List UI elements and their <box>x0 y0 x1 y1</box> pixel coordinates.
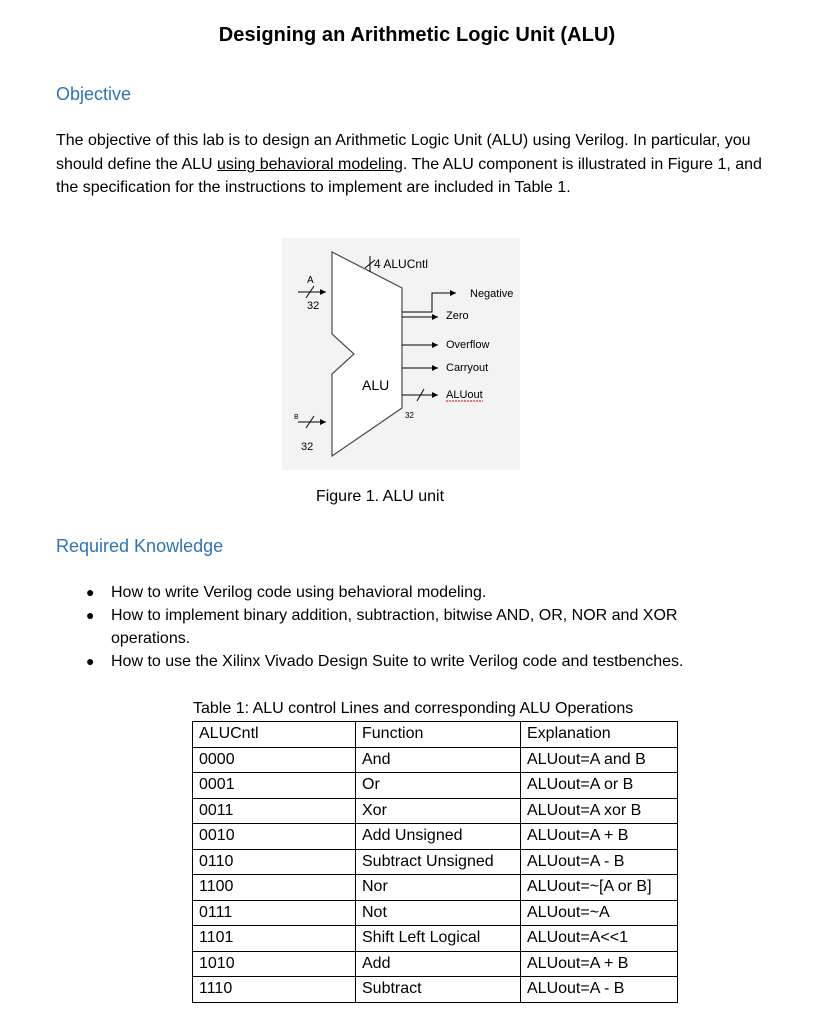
cell-explanation: ALUout=A + B <box>521 824 678 850</box>
cell-explanation: ALUout=A - B <box>521 977 678 1003</box>
cell-alucntl: 0110 <box>193 849 356 875</box>
table-row <box>193 900 678 926</box>
cell-alucntl: 0001 <box>193 773 356 799</box>
objective-heading: Objective <box>56 84 132 104</box>
input-a-label: A <box>307 275 314 286</box>
figure-caption: Figure 1. ALU unit <box>315 488 445 505</box>
objective-text-part-2: . The ALU component is illustrated in Figure 1, and the specification for the instructions to implement are included in Table 1. <box>56 155 762 196</box>
bullet-icon: ● <box>86 584 95 600</box>
aluout-label: ALUout <box>446 389 483 401</box>
cell-function: Shift Left Logical <box>356 926 521 952</box>
cell-function: Add <box>356 951 521 977</box>
cell-explanation: ALUout=A<<1 <box>521 926 678 952</box>
cell-alucntl: 0111 <box>193 900 356 926</box>
cell-explanation: ALUout=A or B <box>521 773 678 799</box>
cell-function: Or <box>356 773 521 799</box>
objective-text-part-1: The objective of this lab is to design an Arithmetic Logic Unit (ALU) using Verilog. In particular, you should define the ALU <box>56 132 751 173</box>
cell-explanation: ALUout=~[A or B] <box>521 875 678 901</box>
cell-function: Xor <box>356 798 521 824</box>
header-function: Function <box>356 722 521 748</box>
table-row <box>193 747 678 773</box>
table-row <box>193 926 678 952</box>
table-caption: Table 1: ALU control Lines and corresponding ALU Operations <box>193 700 634 717</box>
table-row <box>193 875 678 901</box>
cell-alucntl: 1101 <box>193 926 356 952</box>
table-row <box>193 824 678 850</box>
input-a-width: 32 <box>307 300 320 312</box>
alucntl-label: 4 ALUCntl <box>374 257 429 271</box>
cell-alucntl: 1010 <box>193 951 356 977</box>
cell-function: Subtract <box>356 977 521 1003</box>
cell-function: Nor <box>356 875 521 901</box>
cell-alucntl: 0011 <box>193 798 356 824</box>
table-row <box>193 951 678 977</box>
carryout-label: Carryout <box>446 362 489 374</box>
cell-function: Not <box>356 900 521 926</box>
table-row <box>193 798 678 824</box>
cell-alucntl: 1110 <box>193 977 356 1003</box>
negative-label: Negative <box>470 288 514 300</box>
header-alucntl: ALUCntl <box>193 722 356 748</box>
cell-function: Add Unsigned <box>356 824 521 850</box>
cell-alucntl: 1100 <box>193 875 356 901</box>
output-width: 32 <box>405 411 414 420</box>
overflow-label: Overflow <box>446 339 490 351</box>
bullet-icon: ● <box>86 653 95 669</box>
alu-operations-table <box>192 721 678 1003</box>
input-b-label: B <box>294 414 299 421</box>
bullet-icon: ● <box>86 607 95 623</box>
table-row <box>193 977 678 1003</box>
list-item: ● How to write Verilog code using behavioral modeling. <box>56 581 756 604</box>
cell-function: Subtract Unsigned <box>356 849 521 875</box>
required-knowledge-list <box>56 581 756 673</box>
cell-explanation: ALUout=A and B <box>521 747 678 773</box>
alu-label: ALU <box>362 377 390 393</box>
zero-label: Zero <box>446 310 469 322</box>
cell-function: And <box>356 747 521 773</box>
behavioral-modeling-underlined: using behavioral modeling <box>217 155 403 173</box>
list-item: ● How to use the Xilinx Vivado Design Suite to write Verilog code and testbenches. <box>56 650 756 673</box>
page-title: Designing an Arithmetic Logic Unit (ALU) <box>218 24 616 46</box>
input-b-width: 32 <box>301 441 314 453</box>
alu-figure <box>270 234 540 474</box>
cell-alucntl: 0010 <box>193 824 356 850</box>
table-row <box>193 773 678 799</box>
header-explanation: Explanation <box>521 722 678 748</box>
cell-explanation: ALUout=A + B <box>521 951 678 977</box>
cell-alucntl: 0000 <box>193 747 356 773</box>
list-item: ● How to implement binary addition, subtraction, bitwise AND, OR, NOR and XOR operations. <box>56 604 756 650</box>
cell-explanation: ALUout=A xor B <box>521 798 678 824</box>
objective-paragraph <box>56 129 786 200</box>
table-header-row <box>193 722 678 748</box>
table-row <box>193 849 678 875</box>
required-knowledge-heading: Required Knowledge <box>56 536 224 556</box>
cell-explanation: ALUout=A - B <box>521 849 678 875</box>
cell-explanation: ALUout=~A <box>521 900 678 926</box>
